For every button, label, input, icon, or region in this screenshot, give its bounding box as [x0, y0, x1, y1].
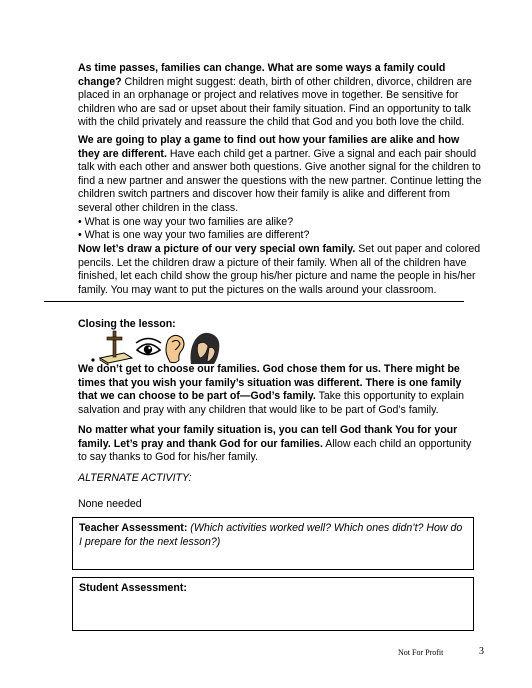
paragraph-gods-family	[78, 363, 482, 417]
section-divider	[44, 301, 464, 302]
paragraph-body: Set out paper and colored pencils. Let the children draw a picture of their family. When all of the children have finished, let each child show the group his/her picture and name the people in his/her family. You may want to put the pictures on the walls around your classroom.	[78, 243, 481, 296]
page-number: 3	[479, 646, 484, 657]
paragraph-body: Have each child get a partner. Give a signal and each pair should talk with each other and answer both questions. Give another signal for the children to find a new partner and answer the questions with the new partner. Continue letting the children switch partners and discover how their family is alike and different from several other children in the class.	[78, 147, 482, 214]
alternate-activity-heading: ALTERNATE ACTIVITY:	[78, 472, 192, 484]
cross-book-icon	[100, 331, 132, 365]
paragraph-body: Take this opportunity to explain salvation and pray with any children that would like to be part of God’s family.	[78, 390, 465, 416]
student-assessment-label: Student Assessment:	[79, 582, 187, 594]
footer-text: Not For Profit	[398, 648, 444, 657]
paragraph-draw-picture	[78, 243, 482, 297]
closing-icons	[90, 328, 230, 366]
paragraph-bold-lead: As time passes, families can change. What are some ways a family could change?	[78, 62, 446, 88]
alternate-activity-text: None needed	[78, 498, 142, 510]
paragraph-family-changes	[78, 62, 482, 130]
teacher-assessment-box	[72, 517, 474, 570]
praying-hands-icon	[191, 333, 220, 364]
paragraph-bold-lead: No matter what your family situation is, you can tell God thank You for your family. Let’s pray and thank God for our families.	[78, 424, 458, 450]
teacher-assessment-question: (Which activities worked well? Which ones didn’t? How do I prepare for the next lesson?)	[79, 522, 463, 548]
paragraph-partner-game	[78, 134, 482, 243]
paragraph-body: Children might suggest: death, birth of other children, divorce, children are placed in an orphanage or project and relatives move in together. Be sensitive for children who are sad or upset about their family situation. Find an opportunity to talk with the child privately and reassure the child that God and you both love the child.	[78, 75, 472, 129]
paragraph-thank-god	[78, 424, 482, 465]
bullet-alike: • What is one way your two families are alike?	[78, 215, 294, 228]
paragraph-bold-lead: We are going to play a game to find out how your families are alike and how they are different.	[78, 134, 460, 160]
bullet-dot	[91, 358, 94, 361]
bullet-different: • What is one way your two families are different?	[78, 229, 310, 242]
paragraph-bold-lead: Now let’s draw a picture of our very special own family.	[78, 243, 356, 255]
ear-icon	[166, 335, 184, 362]
teacher-assessment-label: Teacher Assessment:	[79, 522, 188, 534]
student-assessment-box	[72, 577, 474, 631]
paragraph-bold-lead: We don’t get to choose our families. God chose them for us. There might be times that you wish your family’s situation was different. There is one family that we can choose to be part of—God’s family.	[78, 363, 462, 403]
paragraph-body: Allow each child an opportunity to say thanks to God for his/her family.	[78, 437, 472, 464]
eye-icon	[136, 339, 161, 355]
closing-heading: Closing the lesson:	[78, 318, 176, 330]
